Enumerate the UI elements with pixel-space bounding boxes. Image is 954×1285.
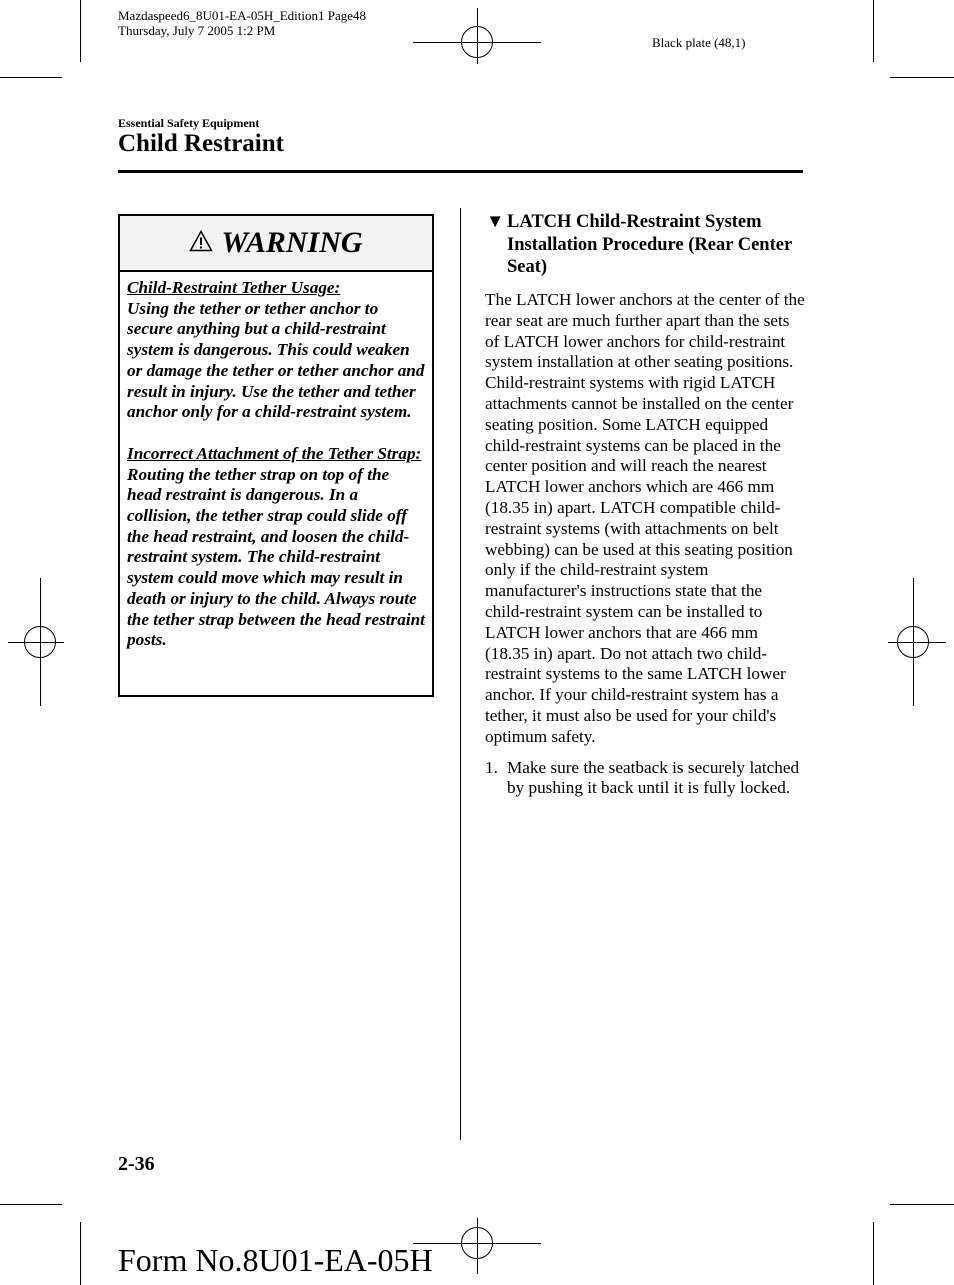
form-number: Form No.8U01-EA-05H xyxy=(118,1242,433,1278)
warning-item2-heading: Incorrect Attachment of the Tether Strap: xyxy=(127,443,422,463)
triangle-down-icon: ▼ xyxy=(486,212,505,232)
latch-subheading xyxy=(486,211,806,279)
print-meta xyxy=(118,8,366,38)
warning-item2-text: Routing the tether strap on top of the head restraint is dangerous. In a collision, the tether strap could slide off the head restraint, and loosen the child-restraint system. The child-restraint system could move which may result in death or injury to the child. Always route the tether strap between the head restraint posts. xyxy=(127,464,425,650)
latch-body xyxy=(485,290,805,799)
plate-label: Black plate (48,1) xyxy=(652,35,746,50)
warning-body xyxy=(120,272,432,651)
warning-item1-heading: Child-Restraint Tether Usage: xyxy=(127,278,341,297)
step-number: 1. xyxy=(485,757,498,777)
page-title: Child Restraint xyxy=(118,130,284,157)
warning-title: WARNING xyxy=(221,226,363,259)
section-label: Essential Safety Equipment xyxy=(118,116,260,130)
title-rule xyxy=(118,170,803,173)
warning-triangle-icon xyxy=(189,230,213,257)
list-item xyxy=(485,758,805,800)
latch-subheading-text: LATCH Child-Restraint System Installation Procedure (Rear Center Seat) xyxy=(507,212,792,277)
page-number: 2-36 xyxy=(118,1153,155,1175)
print-meta-file: Mazdaspeed6_8U01-EA-05H_Edition1 Page48 xyxy=(118,8,367,23)
warning-header xyxy=(120,216,432,272)
print-meta-date: Thursday, July 7 2005 1:2 PM xyxy=(118,23,276,38)
warning-item1-text: Using the tether or tether anchor to secure anything but a child-restraint system is dangerous. This could weaken or damage the tether or tether anchor and result in injury. Use the tether and tether anchor only for a child-restraint system. xyxy=(127,298,425,422)
step-text: Make sure the seatback is securely latched by pushing it back until it is fully locked. xyxy=(507,757,800,798)
column-divider xyxy=(460,208,461,1140)
latch-paragraph: The LATCH lower anchors at the center of the rear seat are much further apart than the sets of LATCH lower anchors for child-restraint system installation at other seating positions. Child-restraint systems with rigid LATCH attachments cannot be installed on the center seating position. Some LATCH equipped child-restraint systems can be placed in the center position and will reach the nearest LATCH lower anchors which are 466 mm (18.35 in) apart. LATCH compatible child-restraint systems (with attachments on belt webbing) can be used at this seating position only if the child-restraint system manufacturer's instructions state that the child-restraint system can be installed to LATCH lower anchors that are 466 mm (18.35 in) apart. Do not attach two child-restraint systems to the same LATCH lower anchor. If your child-restraint system has a tether, it must also be used for your child's optimum safety. xyxy=(485,290,805,746)
warning-box xyxy=(118,214,434,697)
